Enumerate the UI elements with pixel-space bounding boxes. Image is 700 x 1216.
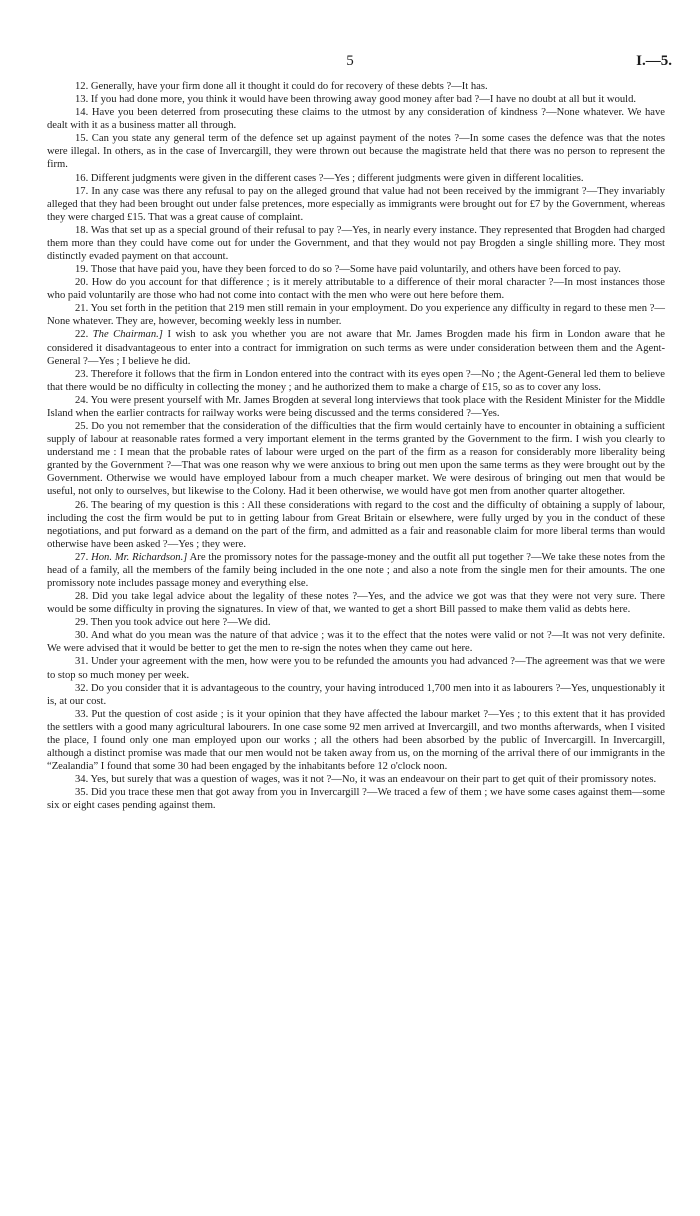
question-18 bbox=[47, 224, 665, 263]
question-22 bbox=[47, 328, 665, 367]
paragraph-text: Did you trace these men that got away from you in Invercargill ?—We traced a few of them ; we have some cases against them—some six or eight cases pending against them. bbox=[47, 787, 666, 812]
question-14 bbox=[47, 106, 665, 132]
question-35 bbox=[47, 786, 665, 812]
paragraph-text: Did you take legal advice about the legality of these notes ?—Yes, and the advice we got was that they were not very sure. There would be some difficulty in proving the signatures. In view of that, we wanted to get a short Bill passed to make them valid as debts here. bbox=[47, 591, 665, 616]
question-12 bbox=[47, 80, 665, 93]
question-number: 15. bbox=[75, 133, 89, 145]
question-number: 17. bbox=[75, 185, 89, 197]
paragraph-text: If you had done more, you think it would have been throwing away good money after bad ?—I have no doubt at all but it would. bbox=[90, 94, 637, 106]
paragraph-text: Put the question of cost aside ; is it your opinion that they have affected the labour market ?—Yes ; to this extent that it has provided the settlers with a good many agricultural labourers. In one case some 92 men arrived at Invercargill, and two months afterwards, when I visited the place, I found only one man employed upon our works ; all the others had been absorbed by the public of Invercargill. In Invercargill, although a distinct promise was made that our men would not be taken away from us, on the morning of the arrival there of our immigrants in the “Zealandia” I found that some 30 had been engaged by the inhabitants before 12 o'clock noon. bbox=[47, 708, 665, 773]
page-number: 5 bbox=[346, 53, 354, 69]
question-27 bbox=[47, 551, 665, 590]
paragraph-text: You were present yourself with Mr. James Brogden at several long interviews that took place with the Resident Minister for the Middle Island when the earlier contracts for railway works were being discussed and the terms considered ?—Yes. bbox=[47, 394, 665, 419]
question-number: 14. bbox=[75, 107, 89, 119]
question-number: 16. bbox=[75, 172, 89, 184]
question-number: 22. bbox=[75, 329, 89, 341]
paragraph-text: Can you state any general term of the defence set up against payment of the notes ?—In some cases the defence was that the notes were illegal. In others, as in the case of Invercargill, they were thrown out because the magistrate held that there was no person to represent the firm. bbox=[47, 133, 665, 171]
question-25 bbox=[47, 420, 665, 498]
paragraph-text: In any case was there any refusal to pay on the alleged ground that value had not been received by the immigrant ?—They invariably alleged that they had been brought out under false pretences, more especially as immigrants were brought out for £7 by the Government, whereas they were charged £15. That was a great cause of complaint. bbox=[47, 185, 665, 223]
question-26 bbox=[47, 499, 665, 551]
question-16 bbox=[47, 172, 665, 185]
paragraph-text: Yes, but surely that was a question of wages, was it not ?—No, it was an endeavour on their part to get quit of their promissory notes. bbox=[90, 774, 657, 786]
question-31 bbox=[47, 655, 665, 681]
question-17 bbox=[47, 185, 665, 224]
paragraph-text: Under your agreement with the men, how were you to be refunded the amounts you had advanced ?—The agreement was that we were to stop so much money per week. bbox=[47, 656, 665, 681]
evidence-text bbox=[47, 80, 665, 812]
question-28 bbox=[47, 590, 665, 616]
paragraph-text: Generally, have your firm done all it thought it could do for recovery of these debts ?—It has. bbox=[90, 81, 488, 92]
question-number: 18. bbox=[75, 224, 89, 236]
question-number: 23. bbox=[75, 368, 89, 380]
paragraph-text: Different judgments were given in the different cases ?—Yes ; different judgments were given in different localities. bbox=[90, 172, 584, 184]
question-number: 26. bbox=[75, 499, 89, 511]
paragraph-text: The bearing of my question is this : All these considerations with regard to the cost and the difficulty of obtaining a supply of labour, including the cost the firm would be put to in getting labour from Great Britain or elsewhere, were fully urged by you in the conduct of these negotiations, and put forward as a demand on the part of the firm, and admitted as a fair and reasonable claim for more liberal terms than would otherwise have been asked ?—Yes ; they were. bbox=[47, 499, 665, 550]
question-number: 33. bbox=[75, 708, 89, 720]
question-number: 24. bbox=[75, 394, 89, 406]
paragraph-text: Do you consider that it is advantageous to the country, your having introduced 1,700 men into it as labourers ?—Yes, unquestionably it is, at our cost. bbox=[47, 682, 665, 707]
paragraph-text: Was that set up as a special ground of their refusal to pay ?—Yes, in nearly every instance. They represented that Brogden had charged them more than they could have come out for under the Government, and that they would not pay Brogden a single shilling more. They most distinctly evaded payment on that account. bbox=[47, 224, 665, 263]
question-24 bbox=[47, 394, 665, 420]
question-30 bbox=[47, 629, 665, 655]
paragraph-text: I wish to ask you whether you are not aware that Mr. James Brogden made his firm in London aware that he considered it disadvantageous to enter into a contract for immigration on such terms as were under consideration between them and the Agent-General ?—Yes ; I believe he did. bbox=[47, 329, 665, 367]
question-19 bbox=[47, 263, 665, 276]
question-15 bbox=[47, 132, 665, 171]
question-number: 21. bbox=[75, 303, 89, 315]
question-number: 28. bbox=[75, 591, 89, 603]
question-number: 35. bbox=[75, 787, 89, 799]
question-number: 30. bbox=[75, 630, 89, 642]
question-number: 32. bbox=[75, 682, 89, 694]
question-34 bbox=[47, 773, 665, 786]
question-29 bbox=[47, 616, 665, 629]
document-reference: I.—5. bbox=[636, 53, 672, 69]
paragraph-text: You set forth in the petition that 219 men still remain in your employment. Do you experience any difficulty in regard to these men ?—None whatever. They are, however, becoming weekly less in number. bbox=[47, 303, 665, 328]
paragraph-text: Are the promissory notes for the passage-money and the outfit all put together ?—We take these notes from the head of a family, all the members of the family being included in the one note ; and also a note from the single men for their amounts. The one promissory note includes passage money and everything else. bbox=[47, 551, 665, 589]
paragraph-text: Do you not remember that the consideration of the difficulties that the firm would certainly have to encounter in obtaining a sufficient supply of labour at reasonable rates formed a very important element in the terms granted by the Government to the firm. I wish you clearly to understand me : I mean that the probable rates of labour were urged on the part of the firm as a reason for considerably more liberality being granted by the Government ?—That was one reason why we were anxious to bring out men upon the same terms as they were brought out by the Government. Otherwise we would have employed labour from a much cheaper market. We were desirous of bringing out men that would be useful, not only to ourselves, but likewise to the Colony. Had it been otherwise, we would have got men from another quarter altogether. bbox=[47, 421, 665, 498]
paragraph-text: And what do you mean was the nature of that advice ; was it to the effect that the notes were valid or not ?—It was not very definite. We were advised that it would be better to get the men to re-sign the notes when they came out here. bbox=[47, 630, 665, 655]
question-number: 20. bbox=[75, 277, 89, 289]
question-number: 13. bbox=[75, 94, 89, 106]
paragraph-text: Have you been deterred from prosecuting these claims to the utmost by any consideration of kindness ?—None whatever. We have dealt with it as a business matter all through. bbox=[47, 107, 665, 132]
question-number: 27. bbox=[75, 551, 89, 563]
question-33 bbox=[47, 708, 665, 773]
paragraph-text: How do you account for that difference ; is it merely attributable to a difference of their moral character ?—In most instances those who paid voluntarily are those who had not come into contact with the men who were out here before them. bbox=[47, 277, 665, 302]
paragraph-text: Those that have paid you, have they been forced to do so ?—Some have paid voluntarily, and others have been forced to pay. bbox=[90, 264, 621, 276]
paragraph-text: Therefore it follows that the firm in London entered into the contract with its eyes open ?—No ; the Agent-General led them to believe that there would be no difficulty in collecting the money ; and he authorized them to make a charge of £15, so as to cover any loss. bbox=[47, 368, 665, 393]
question-number: 29. bbox=[75, 617, 89, 629]
question-number: 34. bbox=[75, 774, 89, 786]
question-number: 12. bbox=[75, 81, 89, 92]
paragraph-text: Then you took advice out here ?—We did. bbox=[90, 617, 271, 629]
question-20 bbox=[47, 276, 665, 302]
question-number: 31. bbox=[75, 656, 89, 668]
speaker-name: The Chairman.] bbox=[92, 329, 163, 341]
question-13 bbox=[47, 93, 665, 106]
question-32 bbox=[47, 682, 665, 708]
speaker-name: Hon. Mr. Richardson.] bbox=[91, 551, 188, 563]
question-number: 25. bbox=[75, 421, 89, 433]
question-21 bbox=[47, 302, 665, 328]
question-number: 19. bbox=[75, 264, 89, 276]
question-23 bbox=[47, 368, 665, 394]
